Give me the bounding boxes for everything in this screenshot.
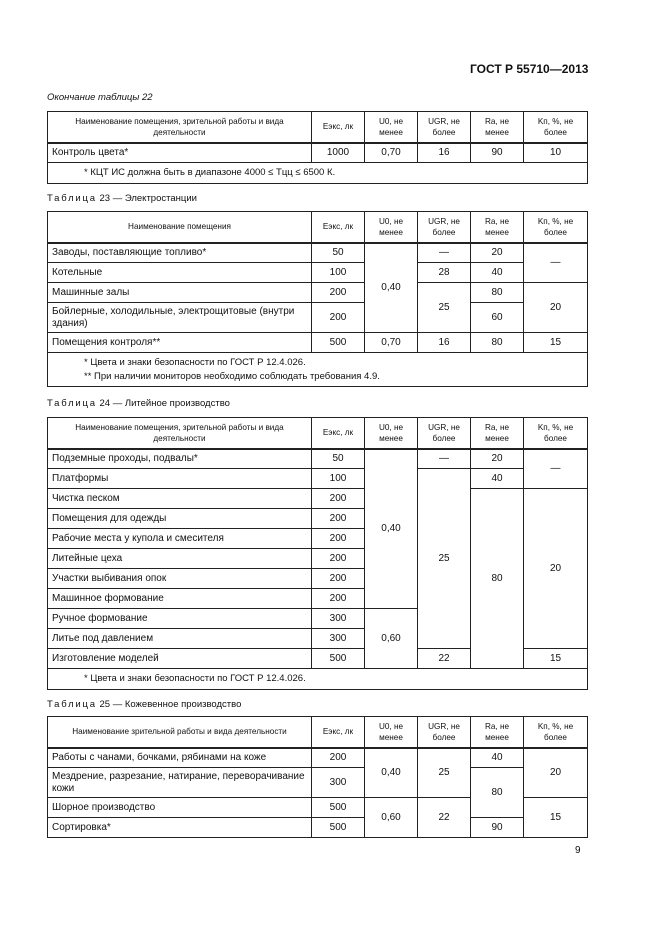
table-row: [48, 818, 588, 838]
col-ugr: UGR, не более: [418, 212, 471, 243]
cell-e: 50: [312, 243, 365, 263]
cell-ugr: 16: [418, 143, 471, 163]
col-e: Eэкс, лк: [312, 717, 365, 748]
cell-e: 100: [312, 469, 365, 489]
col-u: U0, не менее: [365, 717, 418, 748]
table-row: [48, 333, 588, 353]
cell-ugr: 25: [418, 469, 471, 649]
col-name: Наименование помещения: [48, 212, 312, 243]
cell-ra: 60: [471, 303, 524, 333]
cell-ra: 20: [471, 243, 524, 263]
row-name: Заводы, поставляющие топливо*: [48, 243, 312, 263]
cell-ugr: 25: [418, 283, 471, 333]
cell-u: 0,60: [365, 609, 418, 669]
col-u: U0, не менее: [365, 112, 418, 143]
col-name: Наименование зрительной работы и вида деятельности: [48, 717, 312, 748]
cell-kp: 15: [524, 649, 588, 669]
table-row: [48, 303, 588, 333]
table-row: [48, 489, 588, 509]
caption-text: 24 — Литейное производство: [99, 398, 230, 409]
cell-e: 50: [312, 449, 365, 469]
row-name: Литейные цеха: [48, 549, 312, 569]
col-kp: Kп, %, не более: [524, 112, 588, 143]
table-row: [48, 283, 588, 303]
table-25: [47, 716, 588, 838]
cell-e: 500: [312, 798, 365, 818]
row-name: Работы с чанами, бочками, рябинами на коже: [48, 748, 312, 768]
cell-kp: 20: [524, 748, 588, 798]
table-note: * Цвета и знаки безопасности по ГОСТ Р 12.4.026.: [84, 356, 306, 368]
table-24: [47, 417, 588, 690]
col-e: Eэкс, лк: [312, 418, 365, 449]
cell-kp: 20: [524, 283, 588, 333]
page-number: 9: [575, 845, 581, 856]
col-ra: Ra, не менее: [471, 717, 524, 748]
cell-ugr: 25: [418, 748, 471, 798]
table-22: [47, 111, 588, 184]
table22-caption-text: Окончание таблицы 22: [47, 92, 153, 103]
table-row: [48, 748, 588, 768]
cell-e: 200: [312, 529, 365, 549]
col-ra: Ra, не менее: [471, 212, 524, 243]
cell-e: 100: [312, 263, 365, 283]
table-row: [48, 449, 588, 469]
cell-ugr: 28: [418, 263, 471, 283]
caption-text: 23 — Электростанции: [99, 193, 197, 204]
cell-e: 200: [312, 303, 365, 333]
row-name: Мездрение, разрезание, натирание, переворачивание кожи: [48, 768, 312, 798]
table24-caption: [47, 398, 230, 409]
cell-e: 500: [312, 818, 365, 838]
cell-ra: 80: [471, 333, 524, 353]
cell-ra: 80: [471, 489, 524, 669]
cell-u: 0,70: [365, 143, 418, 163]
cell-kp: 20: [524, 489, 588, 649]
table-row: [48, 469, 588, 489]
row-name: Помещения для одежды: [48, 509, 312, 529]
cell-kp: 15: [524, 333, 588, 353]
table-row: [48, 768, 588, 798]
row-name: Изготовление моделей: [48, 649, 312, 669]
row-name: Платформы: [48, 469, 312, 489]
cell-ra: 40: [471, 469, 524, 489]
table-note: * Цвета и знаки безопасности по ГОСТ Р 12.4.026.: [48, 669, 588, 690]
table22-caption: [47, 92, 153, 103]
col-e: Eэкс, лк: [312, 212, 365, 243]
col-ra: Ra, не менее: [471, 112, 524, 143]
col-kp: Kп, %, не более: [524, 212, 588, 243]
row-name: Ручное формование: [48, 609, 312, 629]
cell-e: 200: [312, 569, 365, 589]
cell-e: 200: [312, 549, 365, 569]
cell-e: 200: [312, 748, 365, 768]
cell-kp: 15: [524, 798, 588, 838]
cell-u: 0,70: [365, 333, 418, 353]
row-name: Рабочие места у купола и смесителя: [48, 529, 312, 549]
table-row: [48, 143, 588, 163]
table-notes: [48, 353, 588, 387]
row-name: Участки выбивания опок: [48, 569, 312, 589]
cell-ra: 40: [471, 748, 524, 768]
cell-e: 200: [312, 589, 365, 609]
row-name: Контроль цвета*: [48, 143, 312, 163]
table-note: * КЦТ ИС должна быть в диапазоне 4000 ≤ Tцц ≤ 6500 К.: [48, 163, 588, 184]
row-name: Чистка песком: [48, 489, 312, 509]
cell-e: 200: [312, 283, 365, 303]
row-name: Котельные: [48, 263, 312, 283]
col-e: Eэкс, лк: [312, 112, 365, 143]
cell-ugr: 22: [418, 649, 471, 669]
table23-caption: [47, 193, 197, 204]
col-ugr: UGR, не более: [418, 418, 471, 449]
cell-ra: 80: [471, 768, 524, 818]
cell-ugr: —: [418, 243, 471, 263]
cell-kp: —: [524, 449, 588, 489]
col-name: Наименование помещения, зрительной работы и вида деятельности: [48, 112, 312, 143]
cell-ugr: 16: [418, 333, 471, 353]
row-name: Литье под давлением: [48, 629, 312, 649]
col-name: Наименование помещения, зрительной работы и вида деятельности: [48, 418, 312, 449]
col-u: U0, не менее: [365, 418, 418, 449]
cell-ugr: 22: [418, 798, 471, 838]
col-kp: Kп, %, не более: [524, 717, 588, 748]
col-kp: Kп, %, не более: [524, 418, 588, 449]
col-ra: Ra, не менее: [471, 418, 524, 449]
caption-text: 25 — Кожевенное производство: [99, 699, 242, 710]
cell-ra: 90: [471, 143, 524, 163]
cell-u: 0,40: [365, 748, 418, 798]
table-note: ** При наличии мониторов необходимо соблюдать требования 4.9.: [84, 370, 380, 382]
row-name: Шорное производство: [48, 798, 312, 818]
cell-e: 300: [312, 609, 365, 629]
table-23: [47, 211, 588, 387]
table25-caption: [47, 699, 241, 710]
table-row: [48, 263, 588, 283]
cell-u: 0,60: [365, 798, 418, 838]
cell-u: 0,40: [365, 449, 418, 609]
cell-ra: 40: [471, 263, 524, 283]
col-ugr: UGR, не более: [418, 717, 471, 748]
row-name: Машинные залы: [48, 283, 312, 303]
cell-e: 200: [312, 489, 365, 509]
cell-u: 0,40: [365, 243, 418, 333]
cell-e: 300: [312, 629, 365, 649]
cell-kp: 10: [524, 143, 588, 163]
caption-prefix: Таблица: [47, 699, 97, 710]
col-ugr: UGR, не более: [418, 112, 471, 143]
standard-number: ГОСТ Р 55710—2013: [470, 62, 589, 76]
table-row: [48, 243, 588, 263]
row-name: Бойлерные, холодильные, электрощитовые (внутри здания): [48, 303, 312, 333]
cell-ra: 90: [471, 818, 524, 838]
row-name: Подземные проходы, подвалы*: [48, 449, 312, 469]
cell-ra: 80: [471, 283, 524, 303]
row-name: Машинное формование: [48, 589, 312, 609]
cell-e: 300: [312, 768, 365, 798]
caption-prefix: Таблица: [47, 193, 97, 204]
caption-prefix: Таблица: [47, 398, 97, 409]
cell-e: 500: [312, 333, 365, 353]
row-name: Сортировка*: [48, 818, 312, 838]
cell-e: 200: [312, 509, 365, 529]
row-name: Помещения контроля**: [48, 333, 312, 353]
cell-kp: —: [524, 243, 588, 283]
cell-ugr: —: [418, 449, 471, 469]
cell-ra: 20: [471, 449, 524, 469]
col-u: U0, не менее: [365, 212, 418, 243]
cell-e: 1000: [312, 143, 365, 163]
cell-e: 500: [312, 649, 365, 669]
